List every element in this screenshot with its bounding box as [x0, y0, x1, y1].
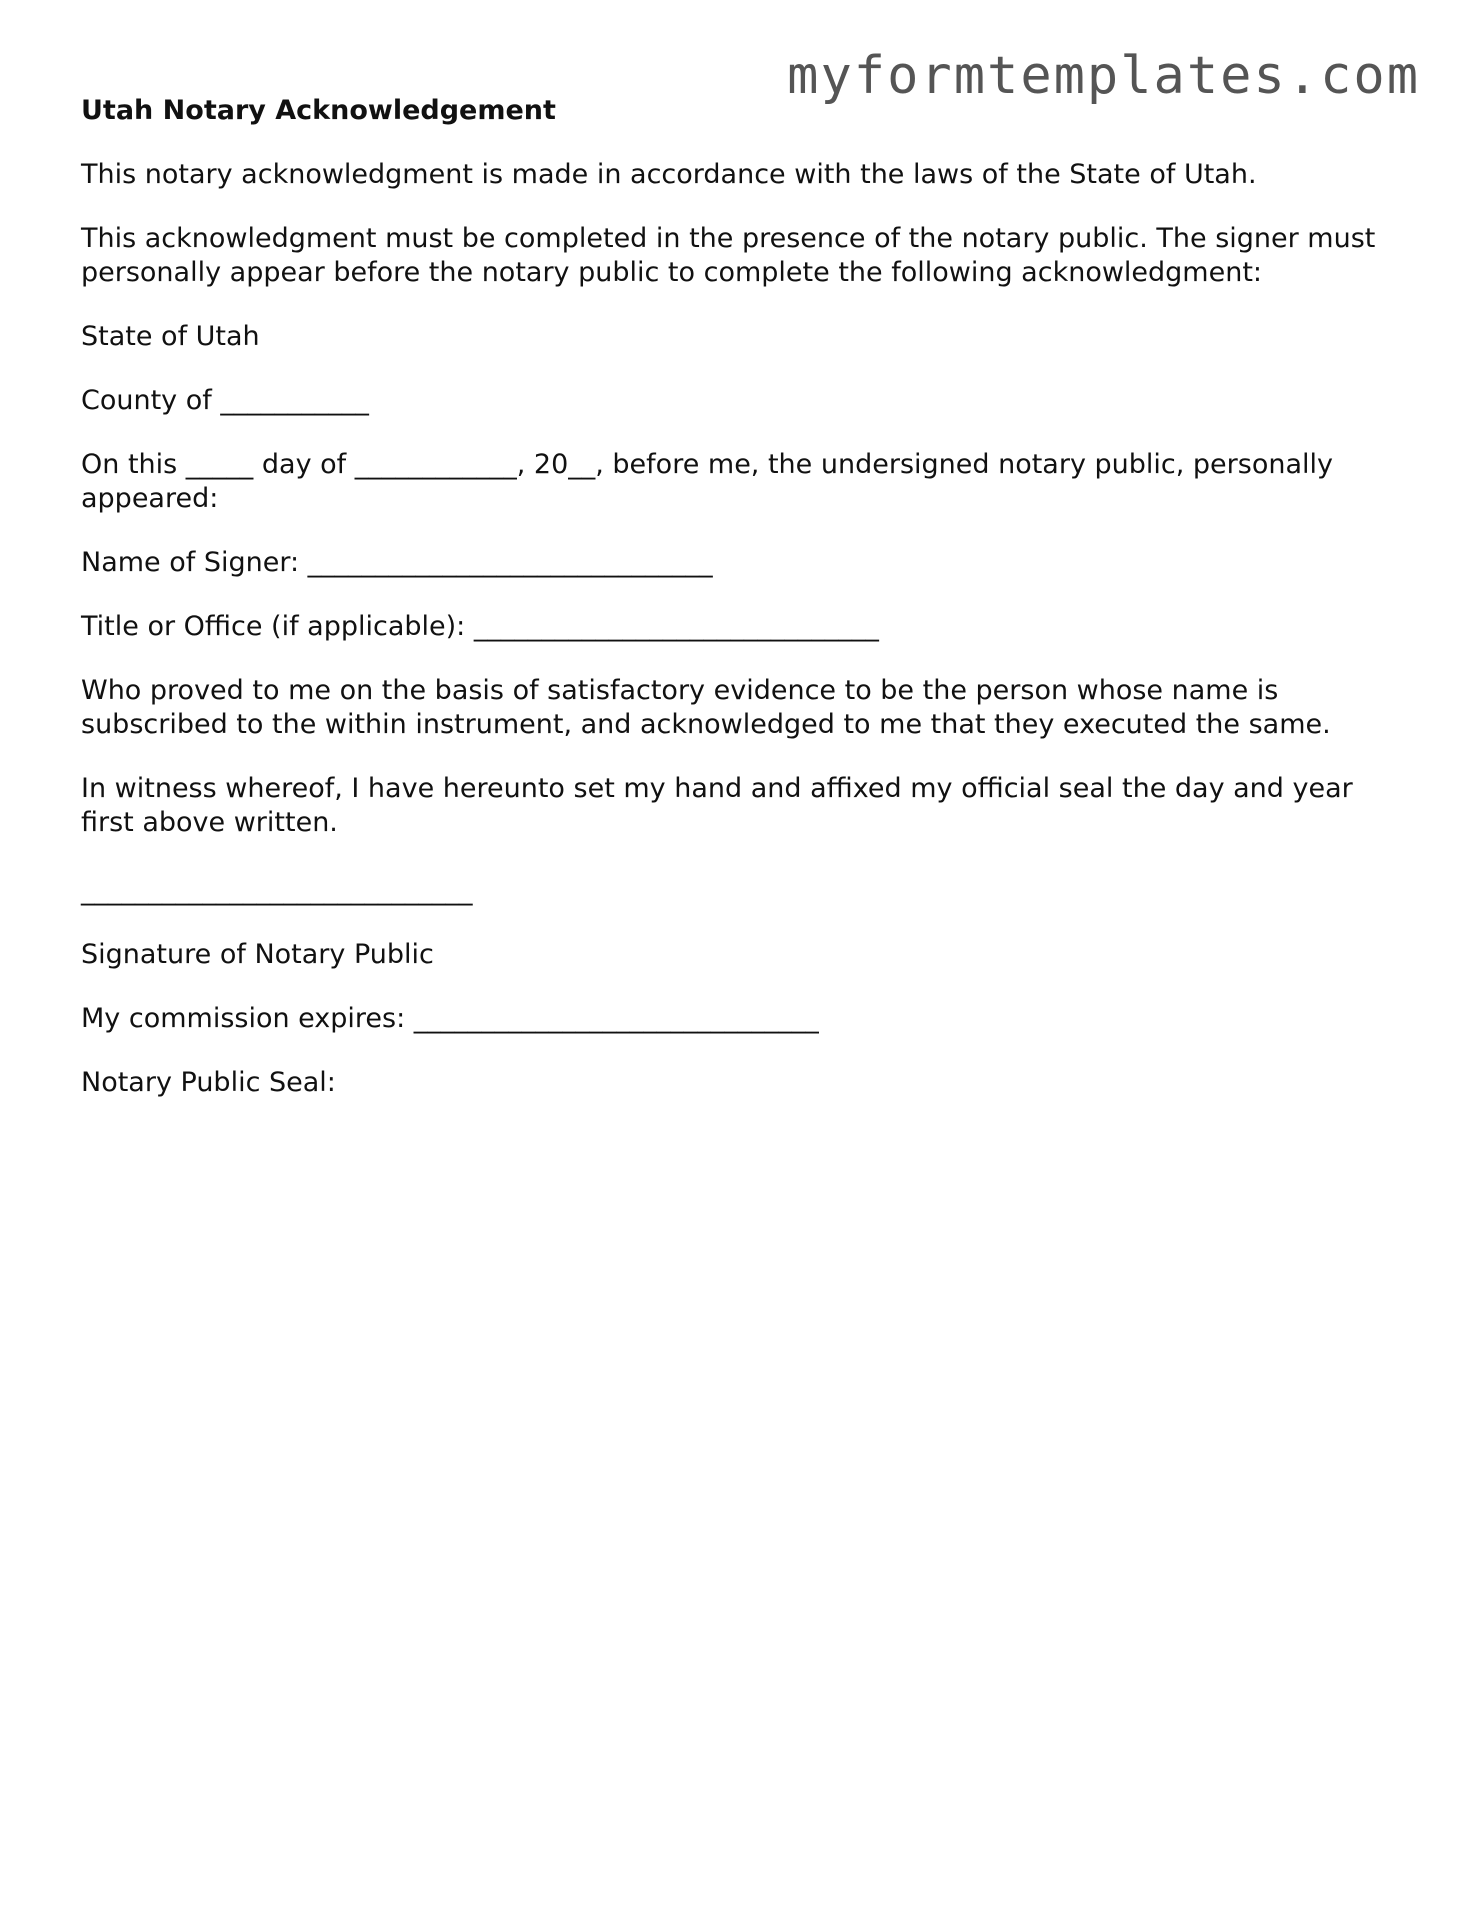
signature-line: _____________________________	[81, 875, 473, 906]
state-line: State of Utah	[81, 321, 260, 352]
commission-line: My commission expires: ______________________________	[81, 1003, 819, 1034]
watermark-logo: myformtemplates.com	[787, 46, 1420, 106]
seal-label: Notary Public Seal:	[81, 1067, 336, 1098]
signer-name-line: Name of Signer: ______________________________	[81, 547, 713, 578]
date-line: On this _____ day of ____________, 20__, before me, the undersigned notary public, personally appeared:	[81, 449, 1333, 514]
document-title: Utah Notary Acknowledgement	[81, 95, 556, 126]
signature-label: Signature of Notary Public	[81, 939, 434, 970]
presence-paragraph: This acknowledgment must be completed in the presence of the notary public. The signer must personally appear before the notary public to complete the following acknowledgment:	[81, 223, 1376, 288]
intro-paragraph: This notary acknowledgment is made in accordance with the laws of the State of Utah.	[81, 159, 1257, 190]
county-line: County of ___________	[81, 385, 369, 416]
document-body	[81, 94, 1401, 1130]
title-office-line: Title or Office (if applicable): ______________________________	[81, 611, 879, 642]
witness-paragraph: In witness whereof, I have hereunto set my hand and affixed my official seal the day and year first above written.	[81, 773, 1353, 838]
proved-paragraph: Who proved to me on the basis of satisfactory evidence to be the person whose name is subscribed to the within instrument, and acknowledged to me that they executed the same.	[81, 675, 1331, 740]
